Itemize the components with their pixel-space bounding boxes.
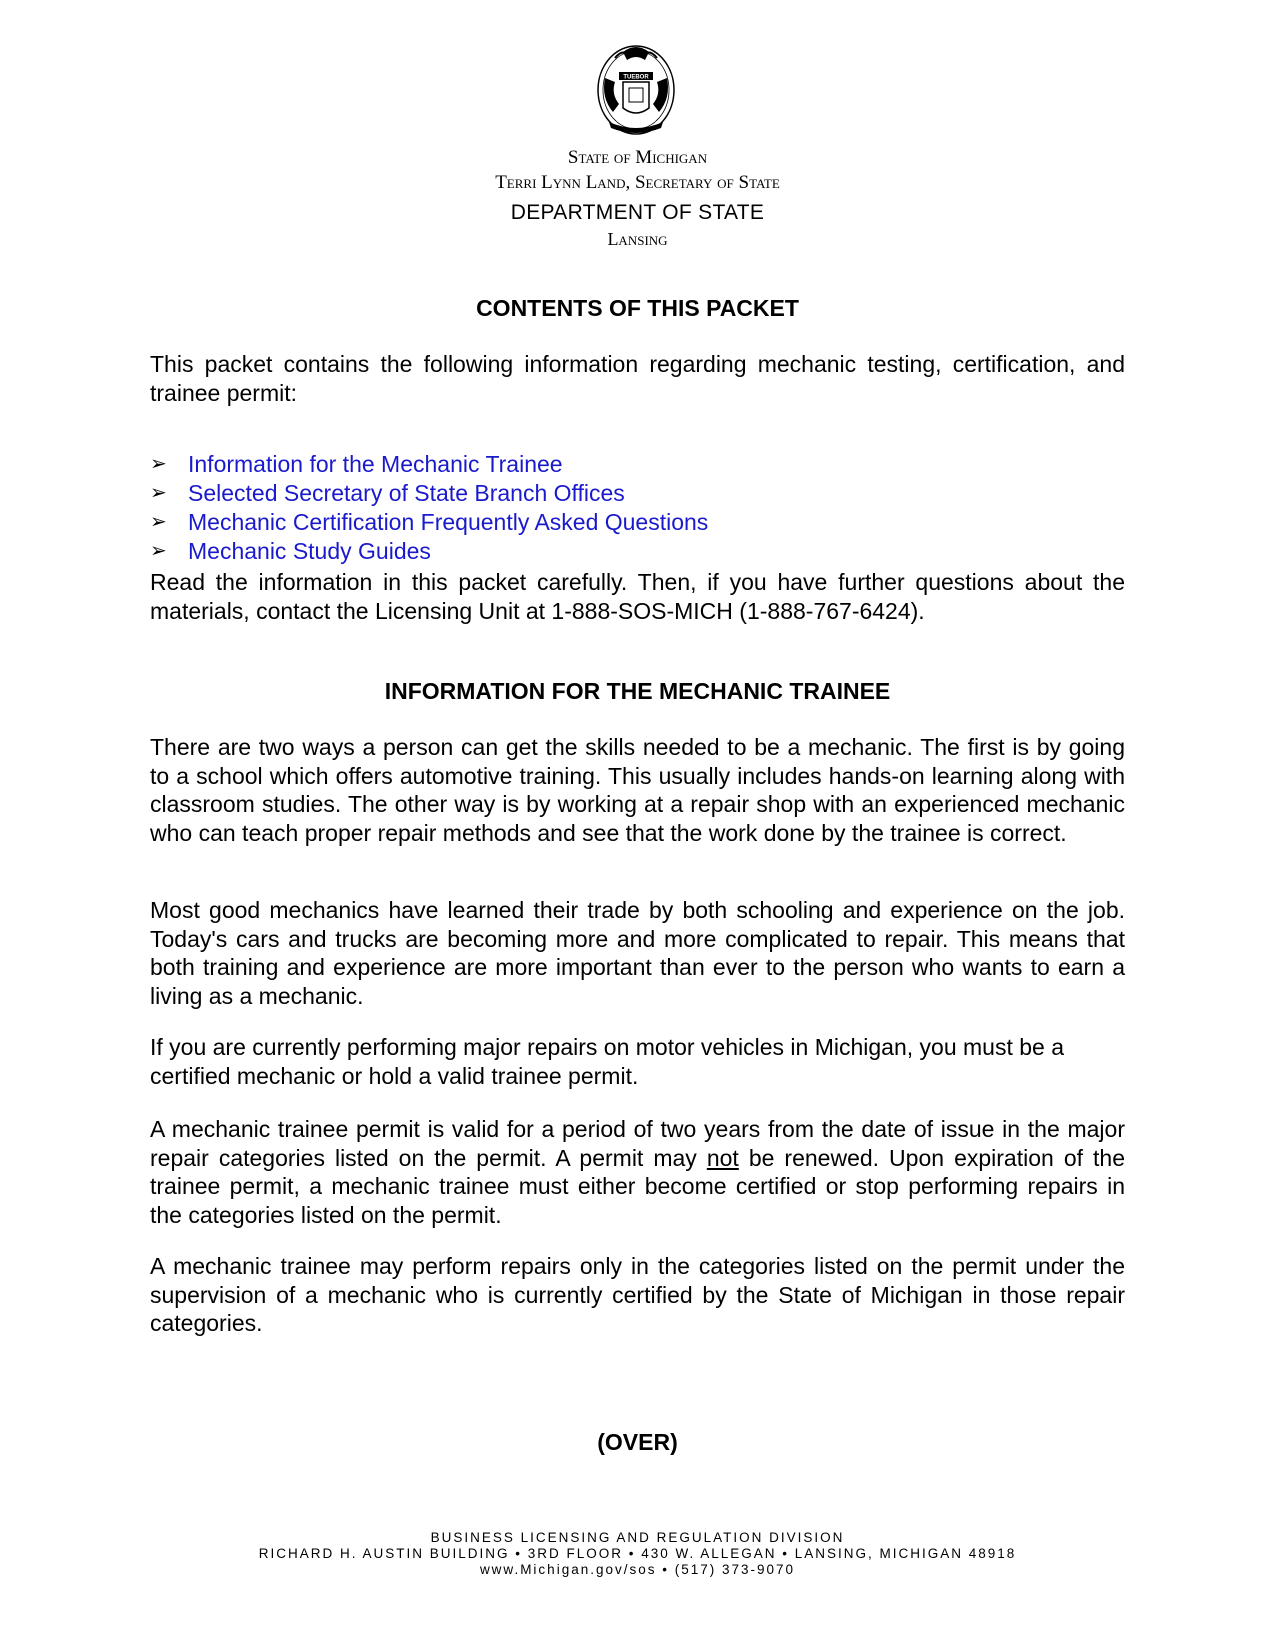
footer-division: BUSINESS LICENSING AND REGULATION DIVISION (430, 1530, 845, 1545)
link-branch-offices[interactable]: Selected Secretary of State Branch Offices (188, 480, 625, 506)
state-seal-logo (593, 38, 679, 138)
link-study-guides[interactable]: Mechanic Study Guides (188, 538, 431, 564)
arrow-bullet-icon: ➢ (150, 511, 167, 533)
contents-heading: CONTENTS OF THIS PACKET (476, 295, 799, 321)
trainee-paragraph-3: If you are currently performing major repairs on motor vehicles in Michigan, you must be a certified mechanic or hold a valid trainee permit. (150, 1034, 1065, 1089)
trainee-paragraph-4 (150, 1115, 1125, 1230)
emphasis-not: not (706, 1144, 739, 1171)
arrow-bullet-icon: ➢ (150, 453, 167, 475)
link-mechanic-trainee-info[interactable]: Information for the Mechanic Trainee (188, 451, 563, 477)
arrow-bullet-icon: ➢ (150, 540, 167, 562)
footer-address: RICHARD H. AUSTIN BUILDING • 3RD FLOOR • 430 W. ALLEGAN • LANSING, MICHIGAN 48918 (258, 1546, 1017, 1561)
arrow-bullet-icon: ➢ (150, 482, 167, 504)
trainee-paragraph-2: Most good mechanics have learned their trade by both schooling and experience on the job. Today's cars and trucks are becoming more and more complicated to repair. This means that both training and experience are more important than ever to the person who wants to earn a living as a mechanic. (150, 897, 1125, 1010)
trainee-heading: INFORMATION FOR THE MECHANIC TRAINEE (384, 678, 891, 704)
city-name: Lansing (607, 229, 668, 249)
department-name: DEPARTMENT OF STATE (510, 201, 765, 224)
list-item (150, 479, 708, 508)
svg-text:TUEBOR: TUEBOR (623, 74, 649, 81)
paragraph-text: be renewed. Upon expiration of the trainee permit, a mechanic trainee must either become certified or stop performing repairs in the categories listed on the permit. (150, 1144, 1125, 1229)
contents-closing: Read the information in this packet carefully. Then, if you have further questions about the materials, contact the Licensing Unit at 1-888-SOS-MICH (1-888-767-6424). (150, 569, 1125, 624)
trainee-paragraph-5: A mechanic trainee may perform repairs only in the categories listed on the permit under the supervision of a mechanic who is currently certified by the State of Michigan in those repair categories. (150, 1253, 1125, 1337)
secretary-name: Terri Lynn Land, Secretary of State (495, 172, 780, 193)
list-item (150, 508, 708, 537)
paragraph-text: A mechanic trainee permit is valid for a period of two years from the date of issue in the major repair categories listed on the permit. A permit may (150, 1116, 1125, 1171)
footer-contact: www.Michigan.gov/sos • (517) 373-9070 (479, 1562, 796, 1577)
contents-list (150, 450, 708, 566)
list-item (150, 537, 708, 566)
contents-intro: This packet contains the following information regarding mechanic testing, certification, and trainee permit: (150, 351, 1125, 406)
list-item (150, 450, 708, 479)
link-certification-faq[interactable]: Mechanic Certification Frequently Asked Questions (188, 509, 709, 535)
trainee-paragraph-1: There are two ways a person can get the skills needed to be a mechanic. The first is by going to a school which offers automotive training. This usually includes hands-on learning along with classroom studies. The other way is by working at a repair shop with an experienced mechanic who can teach proper repair methods and see that the work done by the trainee is correct. (150, 734, 1125, 847)
over-label: (OVER) (597, 1429, 678, 1455)
state-name: State of Michigan (567, 147, 708, 168)
